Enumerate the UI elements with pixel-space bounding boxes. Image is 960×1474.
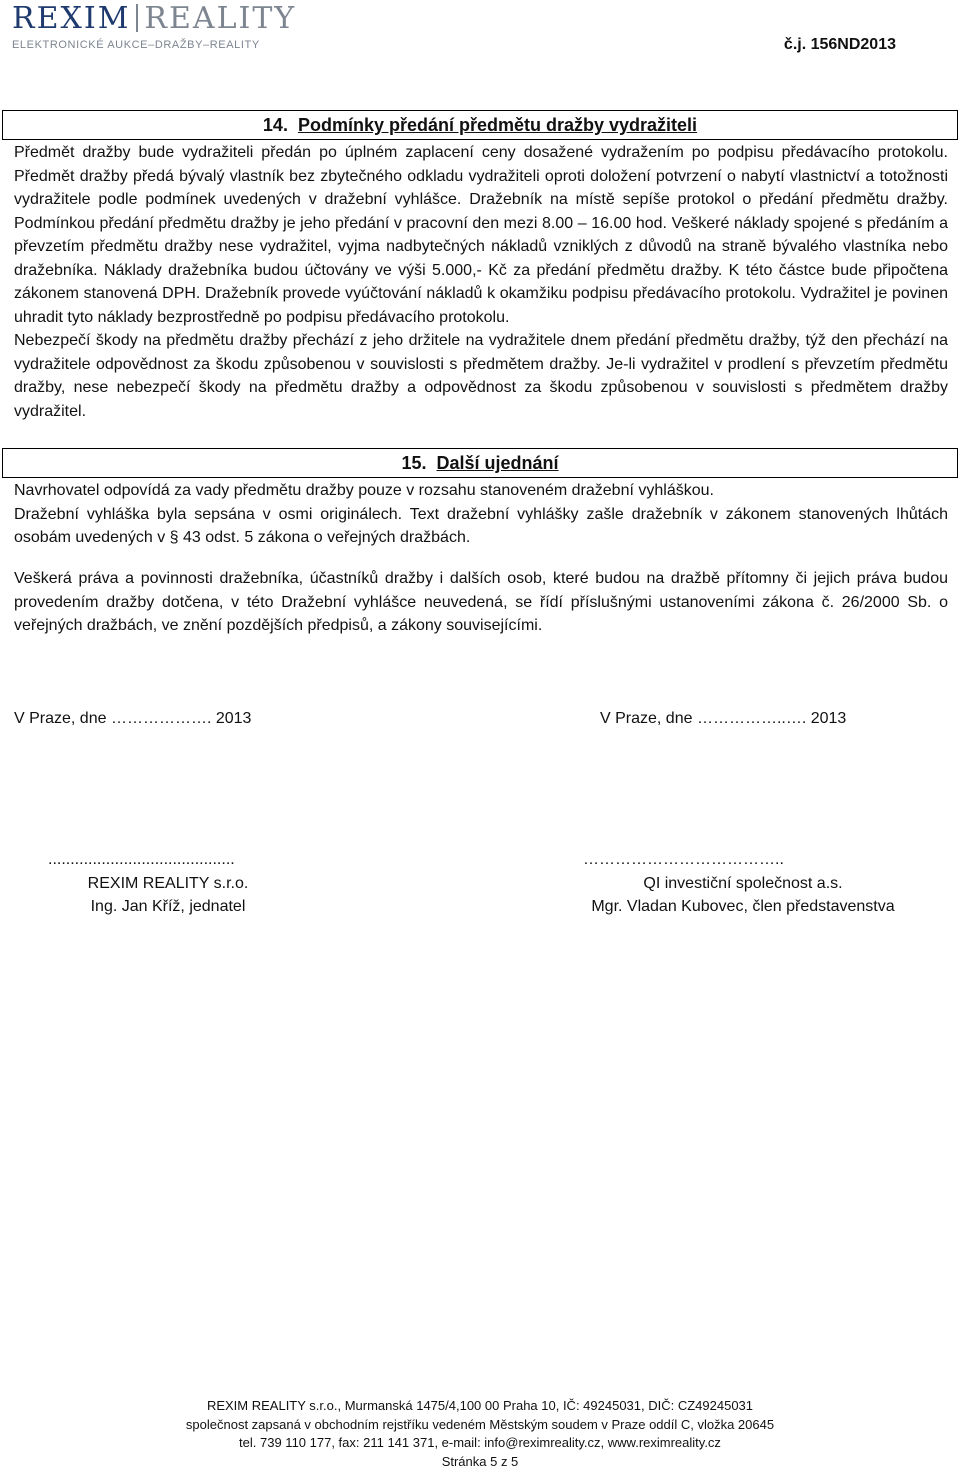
section-15-body-b bbox=[14, 567, 948, 638]
section-14-body bbox=[14, 141, 948, 423]
footer-page-number: Stránka 5 z 5 bbox=[441, 1453, 519, 1469]
right-signature-block bbox=[573, 848, 913, 919]
right-signature-person: Mgr. Vladan Kubovec, člen představenstva bbox=[591, 898, 895, 915]
right-signature-dots: ……………………………….. bbox=[583, 851, 784, 868]
section-15-paragraph-2: Dražební vyhláška byla sepsána v osmi originálech. Text dražební vyhlášky zašle dražebník v zákonem stanovených lhůtách osobám uvedených v § 43 odst. 5 zákona o veřejných dražbách. bbox=[14, 505, 948, 546]
logo-rexim: REXIM bbox=[12, 1, 131, 36]
left-signature-company: REXIM REALITY s.r.o. bbox=[87, 874, 249, 892]
footer-registry-line: společnost zapsaná v obchodním rejstříku vedeném Městským soudem v Praze oddíl C, vložka 20645 bbox=[185, 1416, 775, 1432]
right-signature-company: QI investiční společnost a.s. bbox=[643, 874, 843, 892]
company-logo bbox=[12, 1, 297, 55]
section-15-body-a bbox=[14, 479, 948, 550]
logo-tagline: ELEKTRONICKÉ AUKCE–DRAŽBY–REALITY bbox=[12, 39, 260, 51]
section-15-number: 15. bbox=[401, 453, 427, 473]
left-signature-dots: .......................................... bbox=[48, 851, 235, 868]
right-date-line: V Praze, dne ……………..…. 2013 bbox=[600, 710, 847, 727]
left-date-line: V Praze, dne ………………. 2013 bbox=[14, 710, 252, 727]
section-15-title: Další ujednání bbox=[436, 453, 559, 473]
left-signature-person: Ing. Jan Kříž, jednatel bbox=[90, 898, 246, 915]
section-14-title: Podmínky předání předmětu dražby vydražiteli bbox=[297, 115, 698, 135]
logo-separator bbox=[136, 4, 138, 32]
left-signature-block bbox=[38, 848, 298, 919]
section-14-paragraph-1: Předmět dražby bude vydražiteli předán po úplném zaplacení ceny dosažené vydražením po podpisu předávacího protokolu. Předmět dražby předá bývalý vlastník bez zbytečného odkladu vydražiteli oproti doložení potvrzení o nabytí vlastnictví a totožnosti vydražitele podle podmínek uvedených v dražební vyhlášce. Dražebník na místě sepíše protokol o předání předmětu dražby. Podmínkou předání předmětu dražby je jeho předání v pracovní den mezi 8.00 – 16.00 hod. Veškeré náklady spojené s předáním a převzetím předmětu dražby nese vydražitel, vyjma nadbytečných nákladů vzniklých z důvodů na straně bývalého vlastníka nebo dražebníka. Náklady dražebníka budou účtovány ve výši 5.000,- Kč za předání předmětu dražby. K této částce bude připočtena zákonem stanovená DPH. Dražebník provede vyúčtování nákladů k okamžiku podpisu předávacího protokolu. Vydražitel je povinen uhradit tyto náklady bezprostředně po podpisu předávacího protokolu. bbox=[14, 144, 948, 326]
logo-reality: REALITY bbox=[144, 1, 297, 36]
section-14-heading bbox=[2, 110, 958, 140]
footer-contact-line: tel. 739 110 177, fax: 211 141 371, e-mail: info@reximreality.cz, www.reximreality.cz bbox=[239, 1435, 721, 1450]
footer-company-line: REXIM REALITY s.r.o., Murmanská 1475/4,100 00 Praha 10, IČ: 49245031, DIČ: CZ49245031 bbox=[206, 1398, 754, 1413]
section-14-number: 14. bbox=[262, 115, 288, 135]
reference-number: č.j. 156ND2013 bbox=[783, 36, 896, 53]
section-14-paragraph-2: Nebezpečí škody na předmětu dražby přechází z jeho držitele na vydražitele dnem předání předmětu dražby, týž den přechází na vydražitele odpovědnost za škodu způsobenou v souvislosti s předmětem dražby. Je-li vydražitel v prodlení s převzetím předmětu dražby, nese nebezpečí škody na předmětu dražby a odpovědnost za škodu způsobenou v souvislosti s předmětem dražby vydražitel. bbox=[14, 332, 948, 420]
page-footer bbox=[0, 1397, 960, 1471]
section-15-heading bbox=[2, 448, 958, 478]
section-15-paragraph-1: Navrhovatel odpovídá za vady předmětu dražby pouze v rozsahu stanoveném dražební vyhláškou. bbox=[14, 482, 714, 499]
logo-wordmark bbox=[12, 1, 297, 36]
section-15-paragraph-3: Veškerá práva a povinnosti dražebníka, účastníků dražby i dalších osob, které budou na dražbě přítomny či jejich práva budou provedením dražby dotčena, v této Dražební vyhlášce neuvedená, se řídí příslušnými ustanoveními zákona č. 26/2000 Sb. o veřejných dražbách, ve znění pozdějších předpisů, a zákony souvisejícími. bbox=[14, 570, 948, 634]
